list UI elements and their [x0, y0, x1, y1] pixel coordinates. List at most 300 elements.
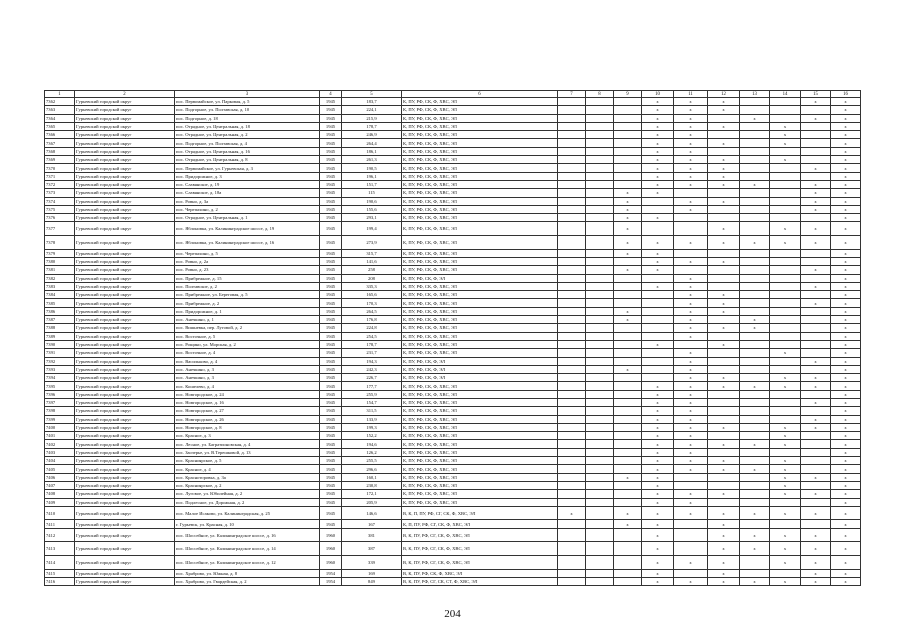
- mark-cell: х: [770, 457, 801, 465]
- column-number: 11: [674, 91, 708, 98]
- table-row: [45, 569, 861, 577]
- mark-cell: [614, 106, 642, 114]
- systems-cell: К, ПУ, РФ, СК, Ф, ХВС, ЭЛ: [402, 180, 558, 188]
- mark-cell: х: [831, 257, 861, 265]
- mark-cell: х: [708, 490, 740, 498]
- year-cell: 1945: [320, 398, 342, 406]
- table-row: [45, 577, 861, 585]
- mark-cell: х: [674, 390, 708, 398]
- table-row: [45, 490, 861, 498]
- mark-cell: х: [831, 156, 861, 164]
- municipality-cell: Гурьевский городской округ: [75, 214, 175, 222]
- mark-cell: х: [831, 164, 861, 172]
- mark-cell: [708, 205, 740, 213]
- table-row: [45, 357, 861, 365]
- mark-cell: [674, 481, 708, 489]
- area-cell: 126,2: [342, 448, 402, 456]
- mark-cell: х: [770, 349, 801, 357]
- mark-cell: х: [674, 156, 708, 164]
- year-cell: 1945: [320, 316, 342, 324]
- table-row: [45, 156, 861, 164]
- mark-cell: х: [674, 197, 708, 205]
- area-cell: 160,1: [342, 473, 402, 481]
- address-cell: пос. Ровно, д. 3а: [175, 197, 320, 205]
- mark-cell: [558, 131, 586, 139]
- mark-cell: [558, 98, 586, 106]
- area-cell: 315,7: [342, 249, 402, 257]
- year-cell: 1945: [320, 365, 342, 373]
- mark-cell: [558, 542, 586, 556]
- area-cell: 199,4: [342, 222, 402, 236]
- mark-cell: [614, 114, 642, 122]
- mark-cell: х: [831, 189, 861, 197]
- mark-cell: х: [674, 122, 708, 130]
- mark-cell: х: [708, 197, 740, 205]
- row-number-cell: 7385: [45, 299, 75, 307]
- area-cell: 172,1: [342, 490, 402, 498]
- mark-cell: х: [708, 555, 740, 569]
- mark-cell: [708, 249, 740, 257]
- mark-cell: х: [831, 520, 861, 528]
- mark-cell: [614, 448, 642, 456]
- mark-cell: х: [642, 180, 674, 188]
- municipality-cell: Гурьевский городской округ: [75, 440, 175, 448]
- mark-cell: х: [831, 98, 861, 106]
- mark-cell: [801, 498, 831, 506]
- mark-cell: х: [674, 374, 708, 382]
- systems-cell: К, ПУ, РФ, СК, Ф, ХВС, ЭЛ: [402, 332, 558, 340]
- mark-cell: [586, 415, 614, 423]
- mark-cell: х: [831, 465, 861, 473]
- mark-cell: х: [674, 180, 708, 188]
- row-number-cell: 7401: [45, 432, 75, 440]
- address-cell: пос. Новгородское, д. 8: [175, 423, 320, 431]
- area-cell: 255,9: [342, 390, 402, 398]
- address-cell: пос. Ровно, д. 23: [175, 266, 320, 274]
- address-cell: пос. Лесное, ул. Багратионовская, д. 4: [175, 440, 320, 448]
- row-number-cell: 7413: [45, 542, 75, 556]
- mark-cell: х: [642, 398, 674, 406]
- mark-cell: х: [674, 139, 708, 147]
- mark-cell: [558, 236, 586, 250]
- mark-cell: [801, 324, 831, 332]
- mark-cell: х: [770, 555, 801, 569]
- mark-cell: х: [642, 473, 674, 481]
- mark-cell: х: [831, 440, 861, 448]
- mark-cell: [586, 180, 614, 188]
- mark-cell: [558, 282, 586, 290]
- mark-cell: х: [740, 465, 770, 473]
- year-cell: 1960: [320, 542, 342, 556]
- mark-cell: [708, 390, 740, 398]
- area-cell: 199,3: [342, 423, 402, 431]
- row-number-cell: 7397: [45, 398, 75, 406]
- mark-cell: х: [770, 423, 801, 431]
- mark-cell: [770, 299, 801, 307]
- mark-cell: х: [642, 382, 674, 390]
- mark-cell: [740, 291, 770, 299]
- mark-cell: [586, 440, 614, 448]
- systems-cell: К, ПУ, РФ, СК, Ф, ХВС, ЭЛ: [402, 205, 558, 213]
- municipality-cell: Гурьевский городской округ: [75, 222, 175, 236]
- row-number-cell: 7394: [45, 374, 75, 382]
- mark-cell: [708, 214, 740, 222]
- row-number-cell: 7410: [45, 506, 75, 520]
- mark-cell: х: [674, 147, 708, 155]
- mark-cell: х: [674, 236, 708, 250]
- mark-cell: [614, 164, 642, 172]
- table-row: [45, 506, 861, 520]
- table-row: [45, 407, 861, 415]
- municipality-cell: Гурьевский городской округ: [75, 415, 175, 423]
- municipality-cell: Гурьевский городской округ: [75, 98, 175, 106]
- mark-cell: х: [801, 473, 831, 481]
- systems-cell: К, ПУ, РФ, СК, Ф, ХВС, ЭЛ: [402, 415, 558, 423]
- mark-cell: [586, 374, 614, 382]
- mark-cell: [674, 520, 708, 528]
- area-cell: 178,7: [342, 340, 402, 348]
- municipality-cell: Гурьевский городской округ: [75, 569, 175, 577]
- mark-cell: [801, 257, 831, 265]
- row-number-cell: 7364: [45, 114, 75, 122]
- mark-cell: х: [642, 423, 674, 431]
- row-number-cell: 7380: [45, 257, 75, 265]
- mark-cell: х: [642, 164, 674, 172]
- address-cell: пос. Придорожное, д. 3: [175, 172, 320, 180]
- municipality-cell: Гурьевский городской округ: [75, 457, 175, 465]
- row-number-cell: 7372: [45, 180, 75, 188]
- mark-cell: х: [674, 332, 708, 340]
- mark-cell: [558, 498, 586, 506]
- mark-cell: [770, 189, 801, 197]
- mark-cell: х: [770, 528, 801, 542]
- row-number-cell: 7408: [45, 490, 75, 498]
- mark-cell: [740, 481, 770, 489]
- table-row: [45, 106, 861, 114]
- mark-cell: [558, 257, 586, 265]
- mark-cell: [586, 222, 614, 236]
- mark-cell: [740, 432, 770, 440]
- mark-cell: [740, 398, 770, 406]
- municipality-cell: Гурьевский городской округ: [75, 122, 175, 130]
- address-cell: пос. Яблоновка, ул. Калининградское шоссе, д. 16: [175, 236, 320, 250]
- table-row: [45, 236, 861, 250]
- municipality-cell: Гурьевский городской округ: [75, 164, 175, 172]
- mark-cell: [614, 332, 642, 340]
- mark-cell: [770, 282, 801, 290]
- mark-cell: [740, 457, 770, 465]
- systems-cell: В, К, ПУ, РФ, СГ, СК, СТ, Ф, ХВС, ЭЛ: [402, 577, 558, 585]
- column-number: 14: [770, 91, 801, 98]
- address-cell: пос. Черепахино, д. 5: [175, 249, 320, 257]
- column-number: 5: [342, 91, 402, 98]
- mark-cell: [801, 481, 831, 489]
- mark-cell: [740, 257, 770, 265]
- systems-cell: К, ПУ, РФ, СК, Ф, ХВС, ЭЛ: [402, 316, 558, 324]
- mark-cell: [586, 274, 614, 282]
- address-cell: пос. Вишневка, пер. Луговой, д. 2: [175, 324, 320, 332]
- mark-cell: [770, 114, 801, 122]
- mark-cell: х: [831, 569, 861, 577]
- row-number-cell: 7369: [45, 156, 75, 164]
- mark-cell: х: [642, 114, 674, 122]
- mark-cell: [586, 498, 614, 506]
- area-cell: 230,8: [342, 481, 402, 489]
- mark-cell: [614, 423, 642, 431]
- mark-cell: х: [674, 349, 708, 357]
- address-cell: пос. Полтавское, д. 2: [175, 282, 320, 290]
- mark-cell: х: [642, 448, 674, 456]
- mark-cell: х: [831, 114, 861, 122]
- mark-cell: х: [642, 520, 674, 528]
- row-number-cell: 7409: [45, 498, 75, 506]
- mark-cell: [740, 249, 770, 257]
- mark-cell: х: [642, 236, 674, 250]
- mark-cell: х: [831, 324, 861, 332]
- year-cell: 1945: [320, 415, 342, 423]
- mark-cell: х: [674, 299, 708, 307]
- mark-cell: [770, 398, 801, 406]
- row-number-cell: 7414: [45, 555, 75, 569]
- mark-cell: [770, 324, 801, 332]
- mark-cell: х: [708, 156, 740, 164]
- mark-cell: [708, 332, 740, 340]
- mark-cell: х: [740, 114, 770, 122]
- address-cell: пос. Храброво, ул. Южная, д. 8: [175, 569, 320, 577]
- table-row: [45, 465, 861, 473]
- year-cell: 1945: [320, 282, 342, 290]
- row-number-cell: 7377: [45, 222, 75, 236]
- municipality-cell: Гурьевский городской округ: [75, 542, 175, 556]
- row-number-cell: 7406: [45, 473, 75, 481]
- mark-cell: [801, 249, 831, 257]
- mark-cell: х: [831, 197, 861, 205]
- mark-cell: [740, 520, 770, 528]
- mark-cell: х: [614, 189, 642, 197]
- mark-cell: х: [708, 106, 740, 114]
- mark-cell: [674, 340, 708, 348]
- table-row: [45, 266, 861, 274]
- mark-cell: [740, 299, 770, 307]
- row-number-cell: 7405: [45, 465, 75, 473]
- mark-cell: [558, 222, 586, 236]
- mark-cell: х: [770, 490, 801, 498]
- year-cell: 1945: [320, 180, 342, 188]
- table-row: [45, 520, 861, 528]
- mark-cell: х: [801, 266, 831, 274]
- mark-cell: [642, 324, 674, 332]
- mark-cell: [558, 156, 586, 164]
- table-row: [45, 214, 861, 222]
- mark-cell: [770, 106, 801, 114]
- table-row: [45, 382, 861, 390]
- mark-cell: [558, 205, 586, 213]
- mark-cell: х: [801, 490, 831, 498]
- systems-cell: К, ПУ, РФ, СК, Ф, ХВС, ЭЛ: [402, 147, 558, 155]
- year-cell: 1945: [320, 139, 342, 147]
- mark-cell: х: [770, 236, 801, 250]
- table-row: [45, 147, 861, 155]
- municipality-cell: Гурьевский городской округ: [75, 266, 175, 274]
- mark-cell: [614, 349, 642, 357]
- mark-cell: [740, 569, 770, 577]
- mark-cell: [674, 542, 708, 556]
- area-cell: 381: [342, 528, 402, 542]
- mark-cell: х: [831, 365, 861, 373]
- area-cell: 242,3: [342, 365, 402, 373]
- mark-cell: [740, 189, 770, 197]
- mark-cell: х: [831, 473, 861, 481]
- row-number-cell: 7376: [45, 214, 75, 222]
- mark-cell: х: [674, 291, 708, 299]
- mark-cell: [801, 340, 831, 348]
- mark-cell: х: [740, 180, 770, 188]
- table-row: [45, 324, 861, 332]
- mark-cell: [770, 266, 801, 274]
- row-number-cell: 7381: [45, 266, 75, 274]
- mark-cell: [558, 569, 586, 577]
- address-cell: пос. Новгородское, д. 16: [175, 398, 320, 406]
- mark-cell: [558, 307, 586, 315]
- systems-cell: К, ПУ, РФ, СК, Ф, ХВС, ЭЛ: [402, 407, 558, 415]
- mark-cell: х: [708, 569, 740, 577]
- mark-cell: [642, 274, 674, 282]
- area-cell: 155,6: [342, 205, 402, 213]
- area-cell: 170,3: [342, 299, 402, 307]
- mark-cell: х: [831, 266, 861, 274]
- mark-cell: [558, 481, 586, 489]
- address-cell: пос. Отрадное, ул. Центральная, д. 18: [175, 122, 320, 130]
- mark-cell: х: [558, 506, 586, 520]
- mark-cell: [801, 291, 831, 299]
- systems-cell: К, ПУ, РФ, СК, Ф, ХВС, ЭЛ: [402, 164, 558, 172]
- mark-cell: [801, 448, 831, 456]
- mark-cell: [558, 398, 586, 406]
- municipality-cell: Гурьевский городской округ: [75, 324, 175, 332]
- mark-cell: х: [831, 307, 861, 315]
- mark-cell: [614, 180, 642, 188]
- year-cell: 1945: [320, 266, 342, 274]
- mark-cell: [586, 122, 614, 130]
- mark-cell: х: [708, 299, 740, 307]
- year-cell: 1945: [320, 131, 342, 139]
- year-cell: 1945: [320, 249, 342, 257]
- row-number-cell: 7371: [45, 172, 75, 180]
- year-cell: 1945: [320, 98, 342, 106]
- mark-cell: х: [614, 197, 642, 205]
- address-cell: пос. Прибрежное, д. 2: [175, 299, 320, 307]
- mark-cell: х: [674, 555, 708, 569]
- row-number-cell: 7404: [45, 457, 75, 465]
- address-cell: пос. Восточное, д. 5: [175, 332, 320, 340]
- mark-cell: х: [831, 222, 861, 236]
- mark-cell: [586, 473, 614, 481]
- year-cell: 1945: [320, 465, 342, 473]
- mark-cell: х: [642, 131, 674, 139]
- mark-cell: [770, 407, 801, 415]
- column-number: 1: [45, 91, 75, 98]
- mark-cell: [614, 498, 642, 506]
- area-cell: 208: [342, 274, 402, 282]
- mark-cell: [614, 390, 642, 398]
- mark-cell: [586, 307, 614, 315]
- table-row: [45, 274, 861, 282]
- mark-cell: х: [674, 257, 708, 265]
- address-cell: пос. Новгородское, д. 24: [175, 390, 320, 398]
- area-cell: 190,6: [342, 197, 402, 205]
- mark-cell: [558, 577, 586, 585]
- municipality-cell: Гурьевский городской округ: [75, 432, 175, 440]
- mark-cell: [770, 172, 801, 180]
- mark-cell: [558, 106, 586, 114]
- mark-cell: [642, 307, 674, 315]
- year-cell: 1945: [320, 332, 342, 340]
- area-cell: 194,6: [342, 440, 402, 448]
- mark-cell: х: [801, 398, 831, 406]
- mark-cell: х: [642, 498, 674, 506]
- mark-cell: х: [831, 340, 861, 348]
- mark-cell: [801, 156, 831, 164]
- mark-cell: х: [831, 506, 861, 520]
- mark-cell: х: [708, 180, 740, 188]
- address-cell: пос. Анечкино, д. 3: [175, 374, 320, 382]
- table-row: [45, 189, 861, 197]
- mark-cell: х: [708, 236, 740, 250]
- mark-cell: х: [740, 382, 770, 390]
- mark-cell: [801, 147, 831, 155]
- mark-cell: [740, 340, 770, 348]
- mark-cell: х: [831, 180, 861, 188]
- table-row: [45, 473, 861, 481]
- mark-cell: [586, 316, 614, 324]
- mark-cell: х: [740, 236, 770, 250]
- year-cell: 1960: [320, 528, 342, 542]
- address-cell: пос. Новгородское, д. 26: [175, 415, 320, 423]
- mark-cell: х: [708, 340, 740, 348]
- area-cell: 215,9: [342, 114, 402, 122]
- mark-cell: [558, 382, 586, 390]
- mark-cell: [801, 172, 831, 180]
- mark-cell: [770, 357, 801, 365]
- mark-cell: [558, 490, 586, 498]
- mark-cell: х: [801, 382, 831, 390]
- address-cell: пос. Подгорное, ул. Полтавская, д. 4: [175, 139, 320, 147]
- mark-cell: х: [642, 172, 674, 180]
- area-cell: 115: [342, 189, 402, 197]
- mark-cell: х: [708, 440, 740, 448]
- area-cell: 311,5: [342, 407, 402, 415]
- mark-cell: х: [831, 481, 861, 489]
- municipality-cell: Гурьевский городской округ: [75, 555, 175, 569]
- mark-cell: х: [614, 266, 642, 274]
- mark-cell: [801, 139, 831, 147]
- address-cell: пос. Подлесное, ул. Дорожная, д. 2: [175, 498, 320, 506]
- mark-cell: [558, 432, 586, 440]
- mark-cell: х: [831, 490, 861, 498]
- year-cell: 1945: [320, 520, 342, 528]
- area-cell: 261,3: [342, 156, 402, 164]
- mark-cell: [614, 415, 642, 423]
- mark-cell: х: [831, 147, 861, 155]
- row-number-cell: 7390: [45, 340, 75, 348]
- area-cell: 177,7: [342, 382, 402, 390]
- area-cell: 186,1: [342, 147, 402, 155]
- mark-cell: х: [614, 316, 642, 324]
- systems-cell: К, ПУ, РФ, СК, Ф, ХВС, ЭЛ: [402, 282, 558, 290]
- mark-cell: [614, 490, 642, 498]
- area-cell: 178,7: [342, 122, 402, 130]
- mark-cell: [801, 122, 831, 130]
